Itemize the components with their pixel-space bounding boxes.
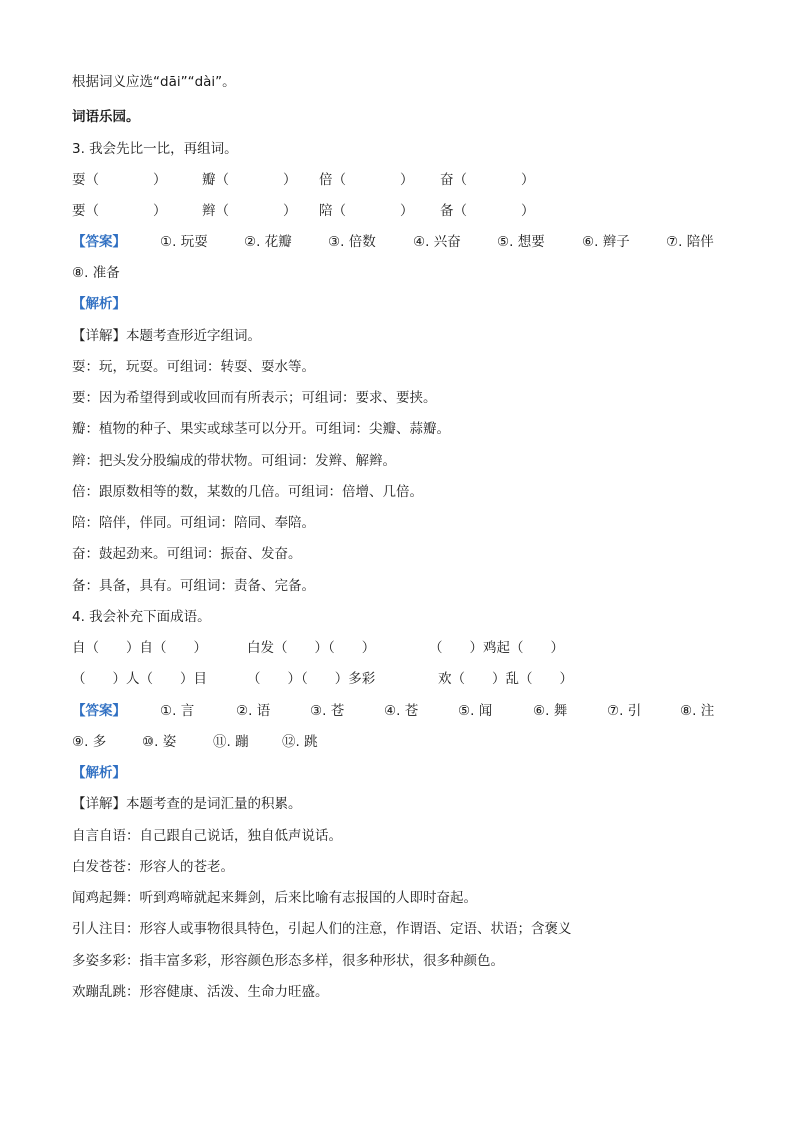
- answer-number: ⑫.: [282, 734, 300, 750]
- q4-row2-item: 欢（ ）乱（ ）: [438, 671, 573, 687]
- answer-item: [582, 231, 630, 253]
- q3-row1-item: 瓣（ ）: [202, 172, 297, 188]
- answer-item: [160, 231, 208, 253]
- answer-item: [160, 700, 194, 722]
- q3-explanation: 倍：跟原数相等的数，某数的几倍。可组词：倍增、几倍。: [72, 484, 423, 500]
- q3-answer-row: [72, 231, 754, 253]
- answer-text: 跳: [304, 734, 318, 750]
- answer-item: [213, 731, 249, 753]
- answer-item: [680, 700, 714, 722]
- answer-text: 想要: [517, 234, 545, 250]
- q3-row1-item: 奋（ ）: [440, 172, 535, 188]
- answer-item: [72, 262, 120, 284]
- answer-number: ⑧.: [72, 265, 89, 281]
- answer-text: 言: [180, 703, 195, 719]
- answer-text: 注: [700, 703, 715, 719]
- answer-item: [384, 700, 418, 722]
- answer-text: 兴奋: [433, 234, 461, 250]
- q4-row2: [72, 668, 754, 690]
- q3-explanation: 辫：把头发分股编成的带状物。可组词：发辫、解辫。: [72, 453, 396, 469]
- answer-number: ④.: [384, 703, 401, 719]
- answer-item: [666, 231, 714, 253]
- q3-answer-label: 【答案】: [72, 234, 126, 250]
- answer-number: ⑨.: [72, 734, 89, 750]
- q3-analysis-label: 【解析】: [72, 296, 126, 312]
- q3-answer-row-2: [72, 262, 754, 284]
- answer-item: [533, 700, 567, 722]
- answer-text: 陪伴: [686, 234, 714, 250]
- answer-text: 苍: [404, 703, 419, 719]
- answer-item: [497, 231, 545, 253]
- answer-text: 引: [627, 703, 642, 719]
- answer-number: ①.: [160, 703, 177, 719]
- answer-item: [142, 731, 176, 753]
- answer-text: 花瓣: [264, 234, 292, 250]
- q4-explanation: 自言自语：自己跟自己说话，独自低声说话。: [72, 828, 342, 844]
- q4-row2-item: （ ）（ ）多彩: [247, 671, 376, 687]
- q3-row1: [72, 169, 754, 191]
- answer-number: ②.: [244, 234, 261, 250]
- answer-text: 玩耍: [180, 234, 208, 250]
- answer-text: 闻: [478, 703, 493, 719]
- answer-number: ⑧.: [680, 703, 697, 719]
- answer-text: 倍数: [348, 234, 376, 250]
- q4-row1: [72, 637, 754, 659]
- intro-note: 根据词义应选“dāi”“dài”。: [72, 74, 236, 90]
- answer-number: ⑥.: [582, 234, 599, 250]
- q4-explanation: 闻鸡起舞：听到鸡啼就起来舞剑，后来比喻有志报国的人即时奋起。: [72, 890, 477, 906]
- q4-answer-label: 【答案】: [72, 703, 126, 719]
- q4-explanation: 引人注目：形容人或事物很具特色，引起人们的注意，作谓语、定语、状语；含褒义: [72, 921, 572, 937]
- q4-answer-row: [72, 700, 754, 722]
- q4-row1-item: 自（ ）自（ ）: [72, 640, 207, 656]
- q3-row2: [72, 200, 754, 222]
- answer-text: 辫子: [602, 234, 630, 250]
- q3-explanation: 耍：玩，玩耍。可组词：转耍、耍水等。: [72, 359, 315, 375]
- answer-number: ②.: [236, 703, 253, 719]
- q4-row1-item: （ ）鸡起（ ）: [429, 640, 564, 656]
- section-title: 词语乐园。: [72, 109, 140, 125]
- answer-number: ⑪.: [213, 734, 231, 750]
- answer-item: [458, 700, 492, 722]
- answer-text: 多: [92, 734, 107, 750]
- answer-item: [310, 700, 344, 722]
- q4-row2-item: （ ）人（ ）目: [72, 671, 207, 687]
- answer-item: [282, 731, 318, 753]
- q3-question: 3. 我会先比一比，再组词。: [72, 141, 238, 157]
- answer-text: 苍: [330, 703, 345, 719]
- q3-explanation: 瓣：植物的种子、果实或球茎可以分开。可组词：尖瓣、蒜瓣。: [72, 421, 450, 437]
- q3-explanation: 奋：鼓起劲来。可组词：振奋、发奋。: [72, 546, 302, 562]
- answer-item: [328, 231, 376, 253]
- answer-text: 舞: [553, 703, 568, 719]
- answer-number: ⑩.: [142, 734, 159, 750]
- q4-explanation: 欢蹦乱跳：形容健康、活泼、生命力旺盛。: [72, 984, 329, 1000]
- answer-number: ①.: [160, 234, 177, 250]
- q3-explanation: 备：具备，具有。可组词：责备、完备。: [72, 578, 315, 594]
- answer-item: [72, 731, 106, 753]
- q3-row2-item: 备（ ）: [440, 203, 535, 219]
- q3-row1-item: 耍（ ）: [72, 172, 167, 188]
- q4-row1-item: 白发（ ）（ ）: [247, 640, 376, 656]
- answer-text: 姿: [162, 734, 177, 750]
- answer-text: 语: [256, 703, 271, 719]
- q3-explanation: 要：因为希望得到或收回而有所表示；可组词：要求、要挟。: [72, 390, 437, 406]
- q4-explanation: 多姿多彩：指丰富多彩，形容颜色形态多样，很多种形状，很多种颜色。: [72, 953, 504, 969]
- q4-analysis-label: 【解析】: [72, 765, 126, 781]
- q4-explanation: 白发苍苍：形容人的苍老。: [72, 859, 234, 875]
- answer-number: ⑤.: [458, 703, 475, 719]
- q3-detail: 【详解】本题考查形近字组词。: [72, 328, 261, 344]
- answer-text: 蹦: [235, 734, 249, 750]
- q3-row1-item: 倍（ ）: [319, 172, 414, 188]
- answer-number: ⑥.: [533, 703, 550, 719]
- q4-question: 4. 我会补充下面成语。: [72, 609, 211, 625]
- answer-text: 准备: [92, 265, 120, 281]
- q4-detail: 【详解】本题考查的是词汇量的积累。: [72, 796, 302, 812]
- answer-number: ③.: [328, 234, 345, 250]
- answer-item: [236, 700, 270, 722]
- answer-item: [413, 231, 461, 253]
- q3-row2-item: 要（ ）: [72, 203, 167, 219]
- answer-number: ⑤.: [497, 234, 514, 250]
- q3-row2-item: 陪（ ）: [319, 203, 414, 219]
- q4-answer-row-2: [72, 731, 754, 753]
- answer-number: ④.: [413, 234, 430, 250]
- answer-number: ③.: [310, 703, 327, 719]
- answer-item: [244, 231, 292, 253]
- answer-number: ⑦.: [666, 234, 683, 250]
- answer-item: [607, 700, 641, 722]
- q3-row2-item: 辫（ ）: [202, 203, 297, 219]
- answer-number: ⑦.: [607, 703, 624, 719]
- q3-explanation: 陪：陪伴，伴同。可组词：陪同、奉陪。: [72, 515, 315, 531]
